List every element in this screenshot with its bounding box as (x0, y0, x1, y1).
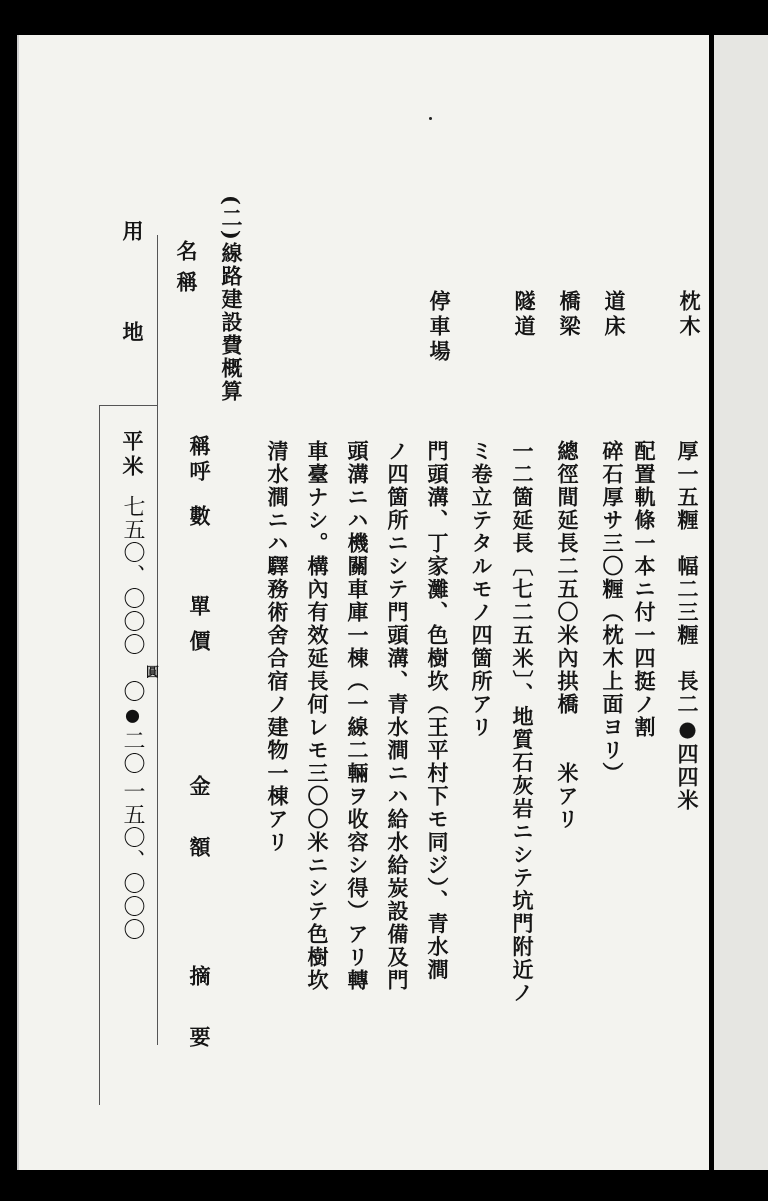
header-amount: 金額 (187, 775, 212, 897)
stations-line-4: 車臺ナシ。構內有效延長何レモ三〇〇米ニシテ色樹坎 (305, 440, 330, 992)
stations-line-5: 清水澗ニハ驛務術舍合宿ノ建物一棟アリ (265, 440, 290, 854)
row-unit: 平米 (120, 430, 145, 480)
row-unit-price-mark: 圓 (143, 665, 158, 682)
bridges-label: 橋梁 (557, 290, 582, 340)
stations-line-1: 門頭溝、丁家灘、色樹坎（王平村下モ同ジ）、青水澗 (425, 440, 450, 982)
row-quantity: 七五〇、〇〇〇 (120, 495, 145, 656)
table-rule-outer (157, 235, 158, 1045)
document-page (17, 35, 709, 1170)
ballast-label: 道床 (602, 290, 627, 340)
header-quantity: 數 (187, 505, 212, 530)
stations-label: 停車場 (427, 290, 452, 365)
row-name: 用地 (120, 220, 145, 422)
tunnels-line-1: 一二箇延長〔七二五米〕、地質石灰岩ニシテ坑門附近ノ (510, 440, 535, 1005)
tunnels-label: 隧道 (512, 290, 537, 340)
header-unit-price: 單價 (187, 595, 212, 665)
sleepers-label: 枕木 (677, 290, 702, 340)
cost-section-heading: (二)線路建設費概算 (219, 195, 244, 403)
bridges-line-1: 總徑間延長二五〇米內拱橋 米アリ (555, 440, 580, 831)
stations-line-2: ノ四箇所ニシテ門頭溝、青水澗ニハ給水給炭設備及門 (385, 440, 410, 992)
ballast-line-1: 碎石厚サ三〇糎（枕木上面ヨリ） (600, 440, 625, 785)
sleepers-line-2: 配置軌條一本ニ付一四挺ノ割 (632, 440, 657, 739)
header-name: 名稱 (174, 240, 199, 302)
ink-speck (429, 117, 432, 120)
tunnels-line-2: ミ卷立テタルモノ四箇所アリ (469, 440, 494, 739)
stations-line-3: 頭溝ニハ機關車庫一棟（一線二輛ヲ收容シ得）アリ轉 (345, 440, 370, 992)
header-unit: 稱呼 (187, 435, 212, 485)
row-unit-price: 〇●二〇 (120, 680, 145, 775)
row-amount: 一五〇、〇〇〇 (120, 780, 145, 941)
header-note: 摘要 (187, 965, 212, 1087)
table-rule-inner (99, 405, 100, 1105)
adjacent-page-edge (714, 35, 768, 1170)
sleepers-line-1: 厚一五糎 幅二三糎 長二●四四米 (675, 440, 700, 812)
